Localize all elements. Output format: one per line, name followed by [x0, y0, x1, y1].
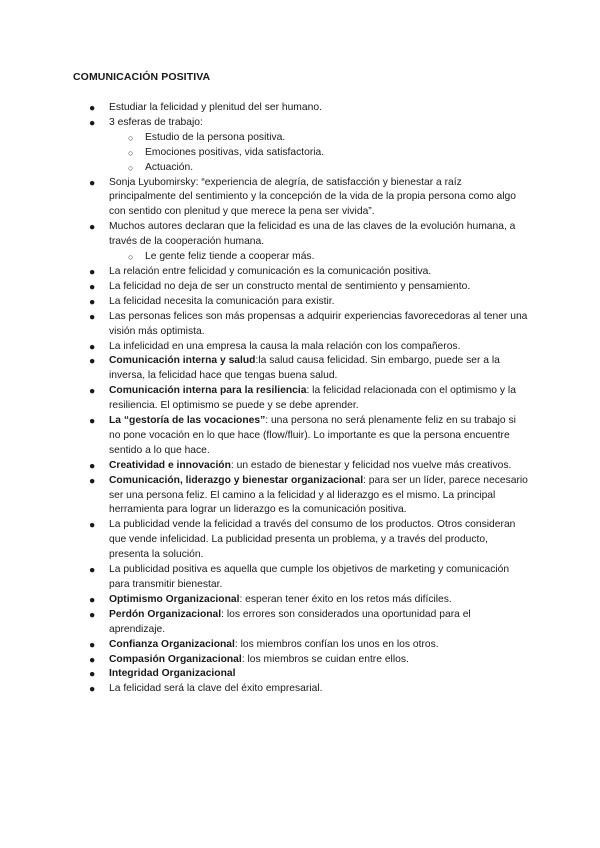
item-text: Estudio de la persona positiva. [145, 131, 286, 143]
bullet-dot-icon: ● [89, 280, 96, 293]
item-text: Emociones positivas, vida satisfactoria. [145, 146, 325, 158]
item-heading: Creatividad e innovación [109, 459, 231, 471]
bullet-dot-icon: ● [89, 176, 96, 189]
list-item [0, 682, 528, 697]
item-text: La infelicidad en una empresa la causa la mala relación con los compañeros. [109, 340, 461, 352]
bullet-dot-icon: ● [89, 638, 96, 651]
bullet-dot-icon: ● [89, 459, 96, 472]
item-text: La relación entre felicidad y comunicación es la comunicación positiva. [109, 265, 432, 277]
bullet-dot-icon: ● [89, 564, 96, 577]
bullet-dot-icon: ● [89, 653, 96, 666]
list-item [0, 384, 528, 414]
item-text: Las personas felices son más propensas a adquirir experiencias favorecedoras al tener una visión más optimista. [109, 310, 528, 337]
item-heading: Comunicación, liderazgo y bienestar organizacional [109, 474, 364, 486]
list-item [0, 414, 528, 459]
page-title: COMUNICACIÓN POSITIVA [73, 71, 211, 83]
list-item [0, 101, 528, 116]
list-item [0, 354, 528, 384]
bullet-dot-icon: ● [89, 310, 96, 323]
sub-list-item [0, 161, 528, 176]
sub-list-item [0, 131, 528, 146]
item-heading: La “gestoría de las vocaciones” [109, 415, 266, 427]
sub-list-item [0, 250, 528, 265]
item-text: : los errores son considerados una oportunidad para el aprendizaje. [109, 608, 471, 635]
bullet-dot-icon: ● [89, 608, 96, 621]
item-text: : para ser un líder, parece necesario ser una persona feliz. El camino a la felicidad y al liderazgo es el mismo. La principal herramienta para lograr un liderazgo es la comunicación positiva. [109, 474, 528, 516]
bullet-dot-icon: ● [89, 385, 96, 398]
bullet-dot-icon: ● [89, 668, 96, 681]
bullet-dot-icon: ● [89, 355, 96, 368]
item-heading: Integridad Organizacional [109, 668, 236, 680]
bullet-circle-icon: ○ [128, 147, 134, 158]
bullet-dot-icon: ● [89, 474, 96, 487]
list-item [0, 280, 528, 295]
list-item [0, 563, 528, 593]
list-item [0, 667, 528, 682]
item-text: Le gente feliz tiende a cooperar más. [145, 251, 315, 263]
bullet-dot-icon: ● [89, 265, 96, 278]
sub-list-item [0, 146, 528, 161]
item-text: Muchos autores declaran que la felicidad es una de las claves de la evolución humana, a través de la cooperación humana. [109, 221, 516, 248]
item-text: : los miembros se cuidan entre ellos. [241, 653, 409, 665]
item-heading: Perdón Organizacional [109, 608, 222, 620]
item-text: : una persona no será plenamente feliz en su trabajo si no pone vocación en lo que hace (flow/fluir). Lo importante es que la persona encuentre sentido a lo que hace. [109, 415, 516, 456]
bullet-dot-icon: ● [89, 102, 96, 114]
list-item [0, 638, 528, 653]
bullet-circle-icon: ○ [128, 162, 134, 173]
item-text: 3 esferas de trabajo: [109, 116, 203, 128]
item-heading: Confianza Organizacional [109, 638, 235, 650]
item-text: : esperan tener éxito en los retos más difíciles. [239, 593, 452, 605]
bullet-dot-icon: ● [89, 340, 96, 353]
item-heading: Comunicación interna para la resiliencia [109, 385, 307, 397]
list-item [0, 518, 528, 563]
list-item [0, 608, 528, 638]
item-text: : la felicidad relacionada con el optimismo y la resiliencia. El optimismo se puede y se debe aprender. [109, 385, 516, 412]
bullet-circle-icon: ○ [128, 132, 134, 143]
list-item [0, 220, 528, 250]
list-item [0, 459, 528, 474]
bullet-dot-icon: ● [89, 295, 96, 308]
bullet-dot-icon: ● [89, 415, 96, 428]
item-text: La publicidad vende la felicidad a través del consumo de los productos. Otros consideran que vende infelicidad. La publicidad presenta un problema, y a través del producto, presenta la solución. [109, 519, 516, 561]
item-text: Actuación. [145, 161, 194, 173]
bullet-list [0, 101, 600, 697]
item-text: Estudiar la felicidad y plenitud del ser humano. [109, 102, 322, 113]
item-text: La publicidad positiva es aquella que cumple los objetivos de marketing y comunicación para transmitir bienestar. [109, 564, 510, 590]
item-text: La felicidad necesita la comunicación para existir. [109, 295, 335, 307]
item-heading: Compasión Organizacional [109, 653, 242, 665]
list-item [0, 310, 528, 340]
list-item [0, 116, 528, 131]
item-text: La felicidad no deja de ser un constructo mental de sentimiento y pensamiento. [109, 280, 471, 292]
bullet-circle-icon: ○ [128, 252, 134, 263]
item-heading: Optimismo Organizacional [109, 593, 240, 605]
bullet-dot-icon: ● [89, 116, 96, 129]
list-item [0, 474, 528, 519]
list-item [0, 295, 528, 310]
item-heading: Comunicación interna y salud [109, 355, 256, 367]
bullet-dot-icon: ● [89, 519, 96, 532]
bullet-dot-icon: ● [89, 593, 96, 606]
item-text: La felicidad será la clave del éxito empresarial. [109, 683, 323, 695]
item-text: Sonja Lyubomirsky: “experiencia de alegría, de satisfacción y bienestar a raíz principalmente del sentimiento y la concepción de la vida de la propia persona como algo con sentido con plenitud y que merece la pena ser vivida”. [109, 176, 516, 218]
list-item [0, 265, 528, 280]
bullet-dot-icon: ● [89, 683, 96, 696]
list-item [0, 593, 528, 608]
item-text: : un estado de bienestar y felicidad nos vuelve más creativos. [230, 459, 512, 471]
item-text: :la salud causa felicidad. Sin embargo, puede ser a la inversa, la felicidad hace que tengas buena salud. [109, 355, 500, 382]
item-text: : los miembros confían los unos en los otros. [234, 638, 439, 650]
list-item [0, 340, 528, 355]
list-item [0, 653, 528, 668]
list-item [0, 176, 528, 221]
bullet-dot-icon: ● [89, 221, 96, 234]
